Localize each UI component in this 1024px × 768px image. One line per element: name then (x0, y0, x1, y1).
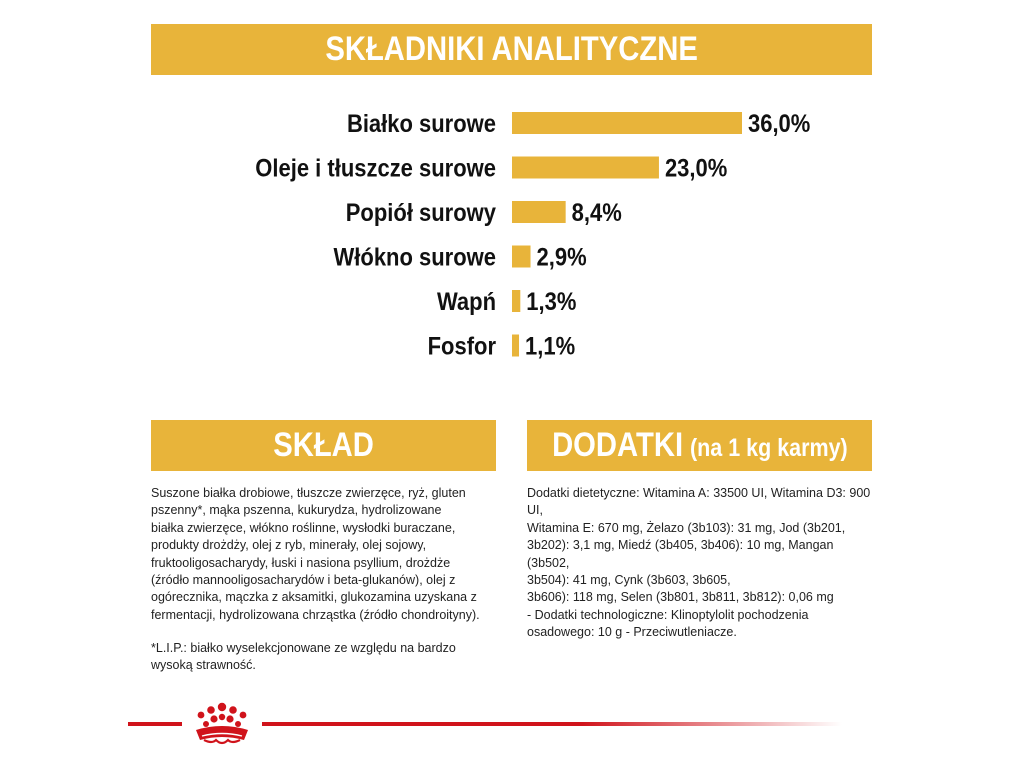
bar-category-label: Popiół surowy (345, 198, 496, 227)
crown-icon (182, 700, 262, 750)
dodatki-title: DODATKI (551, 426, 683, 464)
sklad-line: ogórecznika, mączka z aksamitki, glukozamina uzyskana z (151, 590, 477, 605)
dodatki-line: osadowego: 10 g - Przeciwutleniacze. (527, 625, 737, 640)
dodatki-line: - Dodatki technologiczne: Klinoptylolit pochodzenia (527, 607, 809, 622)
bar-value-label: 8,4% (571, 198, 622, 227)
sklad-footnote (151, 640, 501, 675)
footer-red-line-left (128, 722, 182, 726)
sklad-line: fruktooligosacharydy, łuski i nasiona psyllium, drożdże (151, 555, 451, 570)
bar-value-label: 23,0% (664, 154, 728, 182)
sklad-ingredients-text (151, 485, 501, 624)
bar-value-label: 1,3% (526, 287, 577, 316)
sklad-title: SKŁAD (273, 426, 374, 464)
dodatki-line: Dodatki dietetyczne: Witamina A: 33500 UI, Witamina D3: 900 UI, (527, 486, 871, 518)
dodatki-line: 3b606): 118 mg, Selen (3b801, 3b811, 3b812): 0,06 mg (527, 590, 834, 605)
sklad-banner (151, 420, 496, 471)
sklad-note-line: wysoką strawność. (151, 658, 256, 673)
dodatki-additives-text (527, 485, 877, 642)
bar-category-label: Oleje i tłuszcze surowe (255, 154, 496, 182)
bar (512, 290, 520, 312)
sklad-note-line: *L.I.P.: białko wyselekcjonowane ze względu na bardzo (151, 641, 456, 655)
sklad-line: fermentacji, hydrolizowana chrząstka (źródło chondroityny). (151, 607, 480, 622)
bar-category-label: Fosfor (427, 332, 496, 360)
dodatki-banner (527, 420, 872, 471)
dodatki-line: 3b504): 41 mg, Cynk (3b603, 3b605, (527, 573, 731, 588)
dodatki-line: 3b202): 3,1 mg, Miedź (3b405, 3b406): 10 mg, Mangan (3b502, (527, 538, 834, 570)
bar-category-label: Białko surowe (346, 109, 496, 138)
analytics-title: SKŁADNIKI ANALITYCZNE (325, 30, 698, 68)
bar-category-label: Włókno surowe (333, 243, 496, 271)
bar (512, 112, 742, 134)
sklad-line: pszenny*, mąka pszenna, kukurydza, hydrolizowane (151, 503, 442, 518)
sklad-line: białka zwierzęce, włókno roślinne, wysłodki buraczane, (151, 520, 456, 535)
dodatki-subtitle: (na 1 kg karmy) (689, 434, 848, 462)
bar (512, 157, 659, 179)
footer-red-line-right (262, 722, 842, 726)
dodatki-line: Witamina E: 670 mg, Żelazo (3b103): 31 mg, Jod (3b201, (527, 520, 846, 535)
bar-value-label: 1,1% (525, 332, 576, 360)
sklad-line: Suszone białka drobiowe, tłuszcze zwierzęce, ryż, gluten (151, 486, 466, 500)
bar (512, 335, 519, 357)
bar (512, 201, 566, 223)
sklad-line: (źródło mannooligosacharydów i beta-glukanów), olej z (151, 573, 456, 588)
bar (512, 246, 531, 268)
bar-category-label: Wapń (436, 287, 496, 316)
bar-value-label: 2,9% (536, 243, 587, 271)
sklad-line: produkty drożdży, olej z ryb, minerały, olej sojowy, (151, 538, 427, 553)
bar-value-label: 36,0% (748, 109, 811, 138)
